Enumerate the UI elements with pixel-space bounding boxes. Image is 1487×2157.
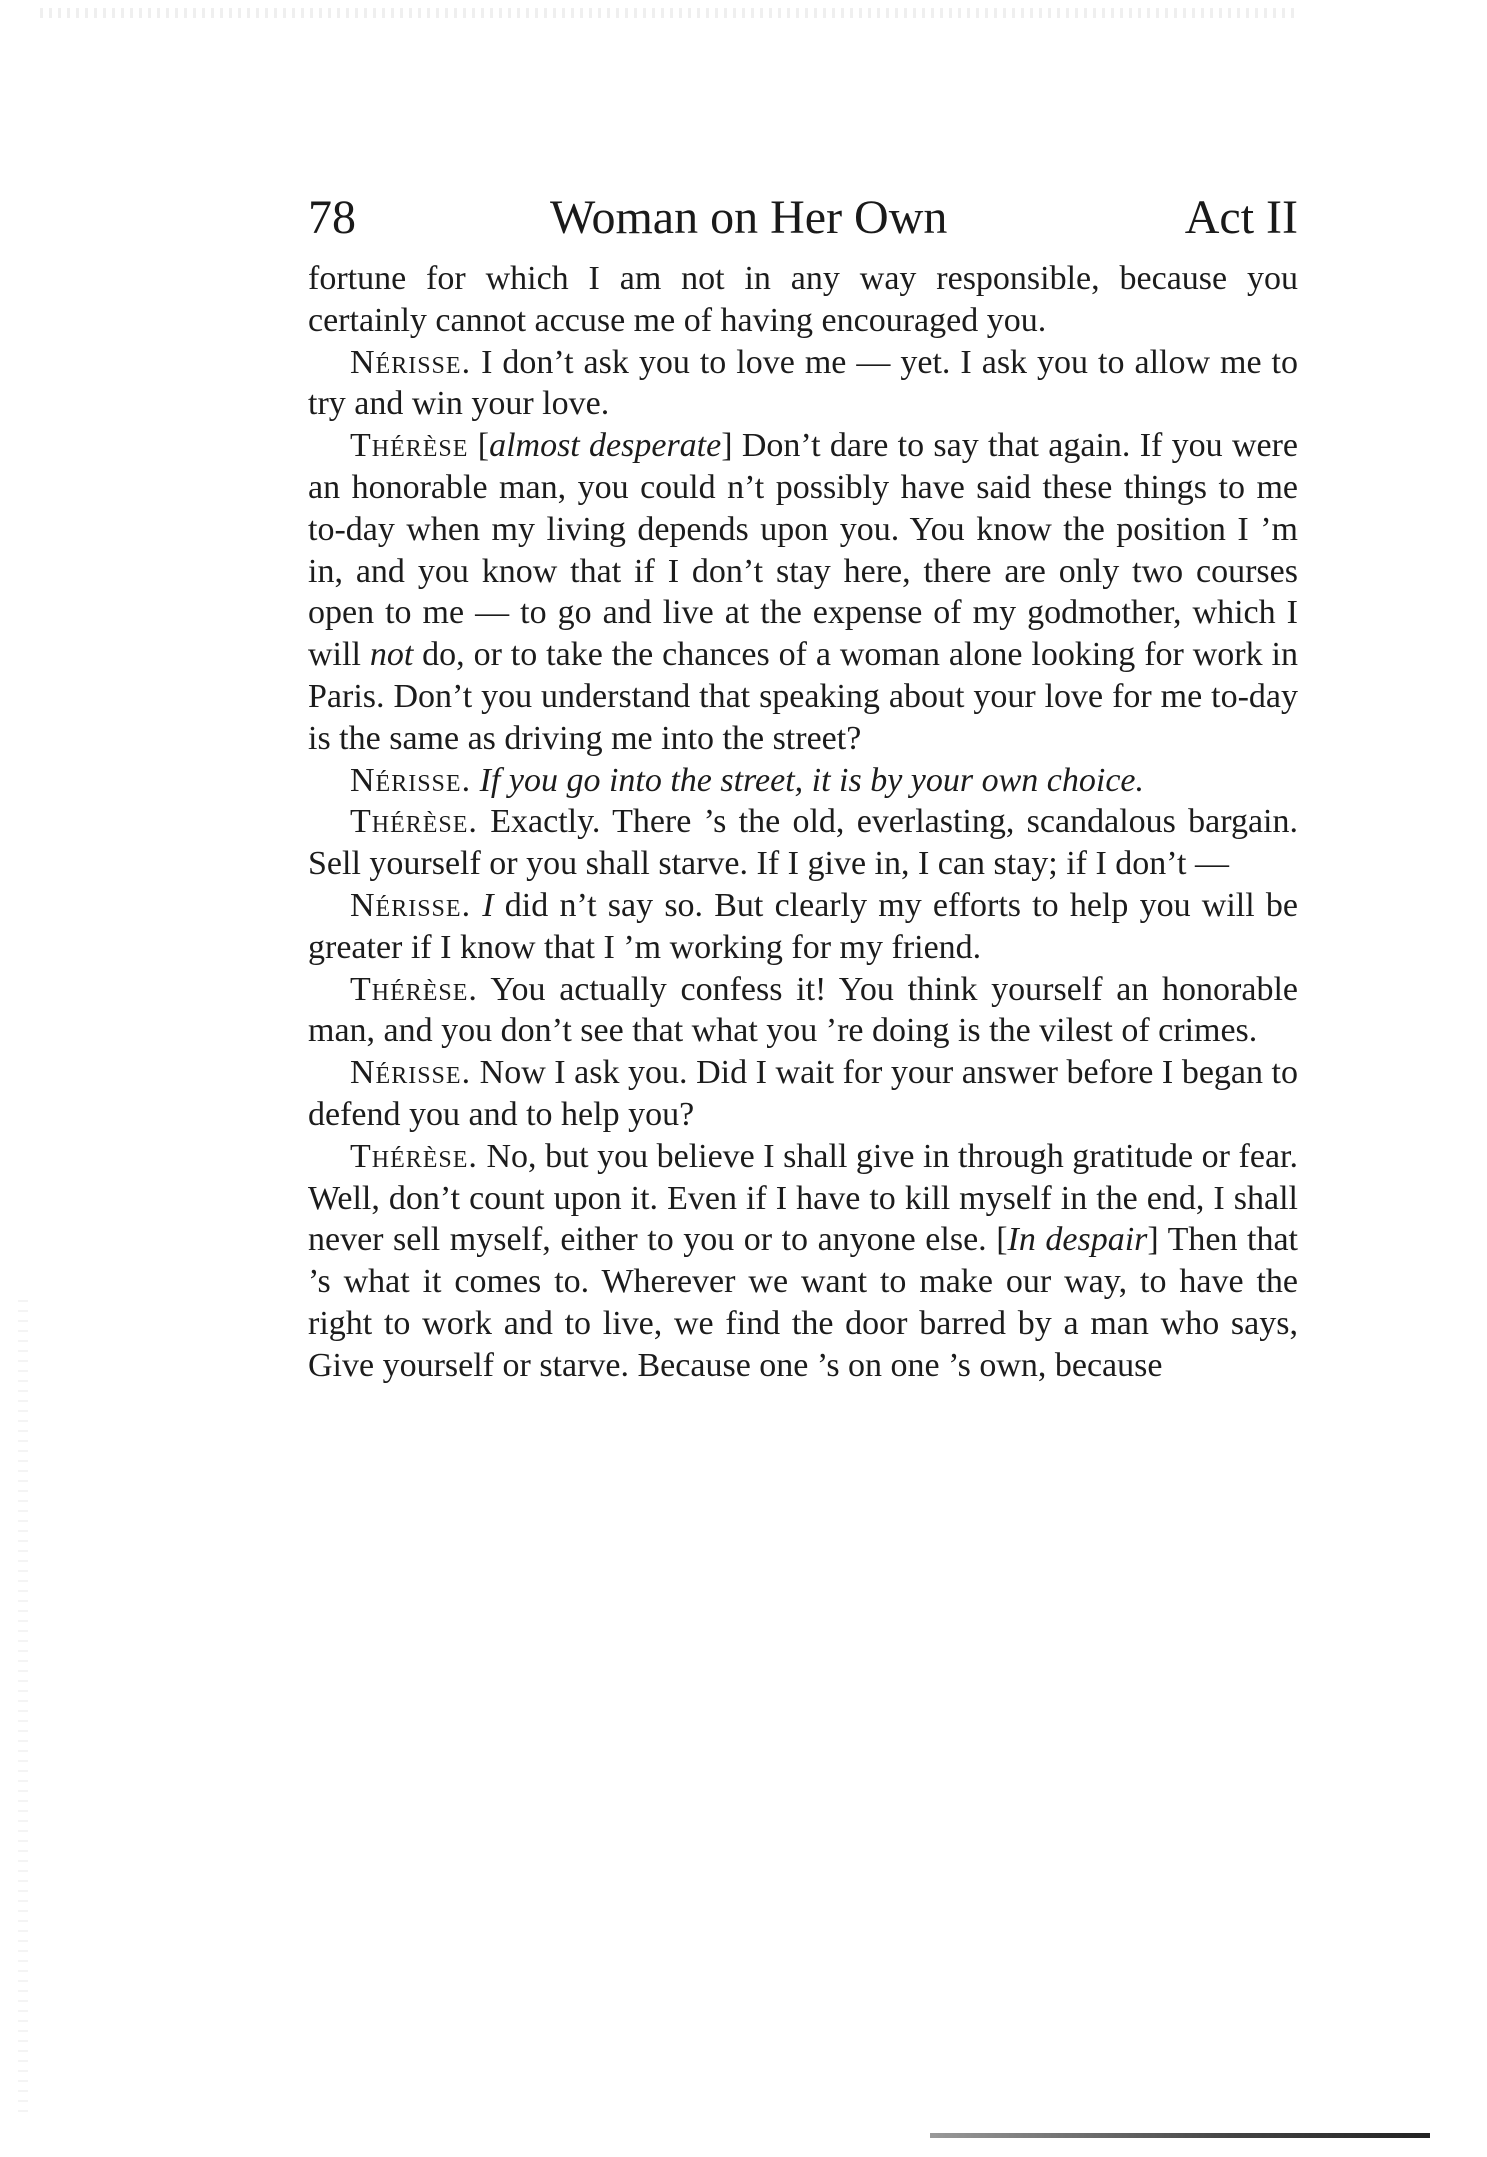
- speaker-name: Nérisse.: [350, 343, 472, 381]
- dialogue-paragraph: [308, 760, 1298, 802]
- running-head: [308, 188, 1298, 248]
- paragraph-text: I don’t ask you to love me — yet. I ask you to allow me to try and win your love.: [308, 343, 1299, 423]
- speaker-name: Nérisse.: [350, 886, 472, 924]
- book-page: [308, 188, 1298, 1387]
- paragraph-continued: [308, 258, 1298, 342]
- paragraph-text: Then that ’s what it comes to. Wherever we want to make our way, to have the right to work and to live, we find the door barred by a man who says, Give yourself or starve. Because one ’s on one ’s own, because: [308, 1221, 1298, 1384]
- dialogue-paragraph: [308, 801, 1298, 885]
- stage-direction: almost desperate: [489, 427, 722, 465]
- scan-edge-top: [40, 8, 1300, 18]
- speaker-name: Thérèse.: [350, 1137, 478, 1175]
- stage-direction-bracket: ]: [721, 427, 733, 465]
- scan-edge-left: [18, 1300, 28, 2120]
- speaker-name: Nérisse.: [350, 1054, 472, 1092]
- dialogue-paragraph: [308, 885, 1298, 969]
- speaker-name: Thérèse: [350, 427, 469, 465]
- paragraph-text: fortune for which I am not in any way responsible, because you certainly cannot accuse me of having encouraged you.: [308, 260, 1298, 339]
- page-number: 78: [308, 191, 356, 244]
- paragraph-text: You actually confess it! You think yourself an honorable man, and you don’t see that what you ’re doing is the vilest of crimes.: [308, 970, 1298, 1050]
- paragraph-text: did n’t say so. But clearly my efforts to help you will be greater if I know that I ’m working for my friend.: [308, 886, 1298, 966]
- dialogue-paragraph: [308, 342, 1298, 426]
- speaker-name: Thérèse.: [350, 970, 478, 1008]
- book-title: Woman on Her Own: [550, 191, 948, 244]
- text-block: [308, 258, 1298, 1387]
- stage-direction-bracket: [: [996, 1221, 1008, 1259]
- scan-edge-bottom: [930, 2133, 1430, 2138]
- speaker-name: Thérèse.: [350, 803, 478, 841]
- paragraph-text: No, but you believe I shall give in through gratitude or fear. Well, don’t count upon it. Even if I have to kill myself in the end, I shall never sell myself, either to you or to anyone else.: [308, 1137, 1298, 1259]
- paragraph-text: If you go into the street, it is by your own choice.: [479, 761, 1145, 799]
- emphasis-text: I: [482, 886, 494, 924]
- stage-direction-bracket: ]: [1147, 1221, 1159, 1259]
- dialogue-paragraph: [308, 1136, 1298, 1387]
- paragraph-text: do, or to take the chances of a woman alone looking for work in Paris. Don’t you understand that speaking about your love for me to-day is the same as driving me into the street?: [308, 636, 1298, 757]
- paragraph-text: Exactly. There ’s the old, everlasting, scandalous bargain. Sell yourself or you shall starve. If I give in, I can stay; if I don’t —: [308, 803, 1299, 883]
- paragraph-text: Don’t dare to say that again. If you were an honorable man, you could n’t possibly have said these things to me to-day when my living depends upon you. You know the position I ’m in, and you know that if I don’t stay here, there are only two courses open to me — to go and live at the expense of my godmother, which I will: [308, 427, 1299, 674]
- stage-direction: In despair: [1007, 1221, 1148, 1259]
- emphasis-text: not: [369, 636, 414, 674]
- act-label: Act II: [1184, 191, 1298, 244]
- dialogue-paragraph: [308, 425, 1298, 759]
- paragraph-text: Now I ask you. Did I wait for your answer before I began to defend you and to help you?: [308, 1054, 1298, 1133]
- dialogue-paragraph: [308, 1052, 1298, 1136]
- speaker-name: Nérisse.: [350, 761, 472, 799]
- stage-direction-bracket: [: [477, 427, 490, 465]
- dialogue-paragraph: [308, 969, 1298, 1053]
